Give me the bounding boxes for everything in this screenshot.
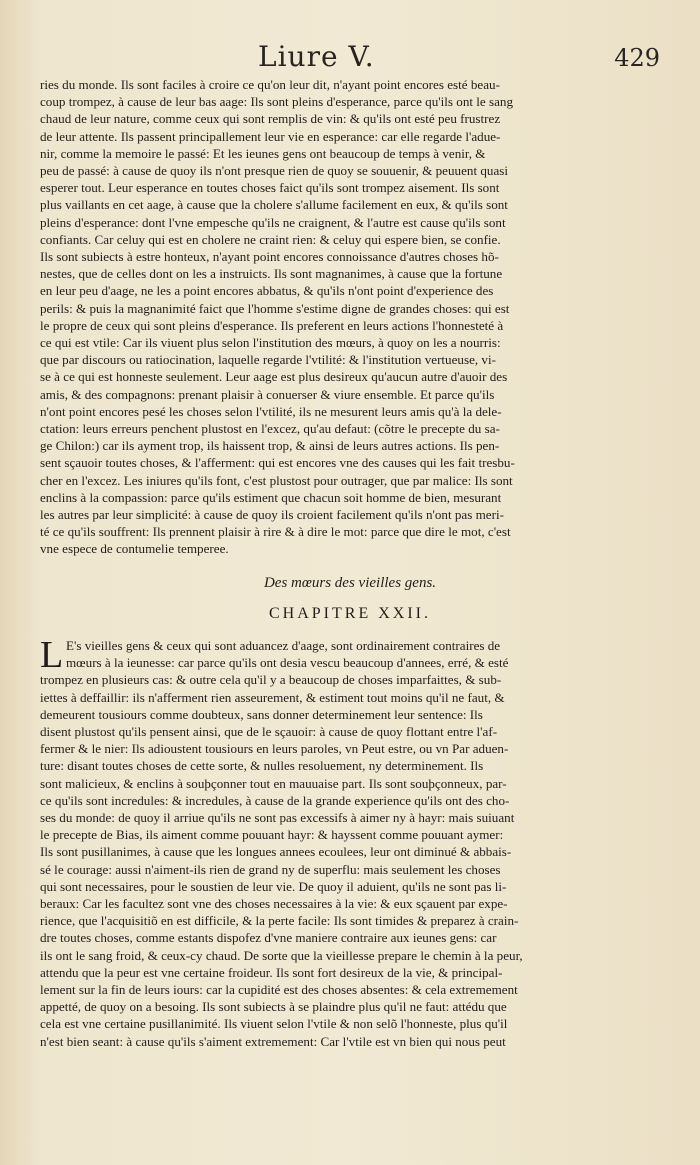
text-line: Ils sont pusillanimes, à cause que les longues annees ecoulees, leur ont diminué & abbais- (40, 844, 512, 860)
text-line: qui sont necessaires, pour le soustien de leur vie. De quoy il aduient, qu'ils ne sont pas li- (40, 878, 507, 894)
text-line: mœurs à la ieunesse: car parce qu'ils ont desia vescu beaucoup d'annees, erré, & esté (66, 655, 509, 671)
text-line: se à ce qui est honneste seulement. Leur aage est plus desireux qu'aucun autre d'auoir des (40, 369, 508, 385)
text-line: fermer & le nier: Ils adioustent tousiours en leurs paroles, vn Peut estre, ou vn Par aduen- (40, 741, 509, 757)
text-line: iettes à deffaillir: ils n'afferment rien asseurement, & estiment tout moins qu'il ne faut, & (40, 689, 505, 705)
text-line: plus vaillants en cet aage, à cause que la cholere s'allume facilement en eux, & qu'ils sont (40, 197, 508, 213)
text-line: appetté, de quoy on a besoing. Ils sont subiects à se plaindre plus qu'il ne faut: attédu que (40, 999, 507, 1015)
text-line: lement sur la fin de leurs iours: car la cupidité est des choses absentes: & cela extremement (40, 982, 518, 998)
text-line: trompez en plusieurs cas: & outre cela qu'il y a beaucoup de choses imparfaittes, & sub- (40, 672, 502, 688)
chapter-heading: CHAPITRE XXII. (269, 605, 431, 622)
text-line: coup trompez, à cause de leur bas aage: Ils sont pleins d'esperance, parce qu'ils ont le sang (40, 94, 514, 110)
text-line: attendu que la peur est vne certaine froideur. Ils sont fort desireux de la vie, & principal- (40, 964, 503, 980)
drop-cap: L (40, 634, 64, 676)
text-line: ture: disant toutes choses de cette sorte, & nulles resoluement, ny determinement. Ils (40, 758, 484, 774)
text-line: E's vieilles gens & ceux qui sont aduancez d'aage, sont ordinairement contraires de (66, 638, 501, 653)
text-line: rience, que l'acquisitiõ en est difficile, & la perte facile: Ils sont timides & preparez à crain- (40, 913, 519, 929)
text-line: en leur peu d'aage, ne les a point encores abbatus, & qu'ils n'ont point d'experience des (40, 283, 494, 299)
text-line: chaud de leur nature, comme ceux qui sont remplis de vin: & qu'ils ont esté peu frustrez (40, 111, 501, 127)
text-line: n'ont point encores pesé les choses selon l'vtilité, ils ne mesurent leurs amis qu'à la dele- (40, 403, 502, 419)
section-title: Des mœurs des vieilles gens. (263, 575, 437, 591)
page-header (40, 40, 660, 80)
text-line: vne espece de contumelie temperee. (40, 541, 229, 557)
text-line: sé le courage: aussi n'aiment-ils rien de grand ny de superflu: mais seulement les choses (40, 861, 501, 877)
text-line: ils ont le sang froid, & ceux-cy chaud. De sorte que la vieillesse prepare le chemin à la peur, (40, 947, 523, 963)
body-text (40, 76, 616, 558)
text-line: ce qu'ils sont incredules: & incredules, à cause de la grande experience qu'ils ont des cho- (40, 792, 510, 808)
text-line: ctation: leurs erreurs penchent plustost en l'excez, qu'au defaut: (cõtre le precepte du sa- (40, 421, 500, 437)
text-line: cela est vne certaine pusillanimité. Ils viuent selon l'vtile & non selõ l'honneste, plus qu'il (40, 1016, 508, 1032)
text-line: sent sçauoir toutes choses, & l'afferment: qui est encores vne des causes qui les fait tresbu- (40, 455, 515, 471)
text-line: beraux: Car les facultez sont vne des choses necessaires à la vie: & eux sçauent par expe- (40, 896, 508, 912)
text-line: Ils sont subiects à estre honteux, n'ayant point encores connoissance d'autres choses hõ- (40, 249, 499, 265)
text-line: de leur attente. Ils passent principallement leur vie en esperance: car elle regarde l'aduе- (40, 128, 501, 144)
text-line: nir, comme la memoire le passé: Et les ieunes gens ont beaucoup de temps à venir, & (40, 145, 486, 161)
text-line: les autres par leur simplicité: à cause de quoy ils croient facilement qu'ils n'ont pas meri- (40, 507, 504, 523)
text-line: le propre de ceux qui sont pleins d'esperance. Ils preferent en leurs actions l'honnesteté à (40, 317, 504, 333)
text-line: amis, & des compagnons: prenant plaisir à conuerser & viure ensemble. Et parce qu'ils (40, 386, 495, 402)
text-line: ses du monde: de quoy il arriue qu'ils ne sont pas excessifs à aimer ny à hayr: mais suiuant (40, 810, 515, 826)
text-line: peu de passé: à cause de quoy ils n'ont presque rien de quoy se souuenir, & peuuent quasi (40, 163, 508, 179)
text-line: le precepte de Bias, ils aiment comme pouuant hayr: & hayssent comme pouuant aymer: (40, 827, 504, 843)
text-line: cher en l'excez. Les iniures qu'ils font, c'est plustost pour outrager, que par malice: Ils sont (40, 472, 513, 488)
text-line: perils: & puis la magnanimité faict que l'homme s'estime digne de grandes choses: qui est (40, 300, 510, 316)
text-line: disent plustost qu'ils pensent ainsi, que de le sçauoir: à cause de quoy flottant entre l'af- (40, 724, 498, 740)
text-line: n'est bien seant: à cause qu'ils s'aiment extremement: Car l'vtile est vn bien qui nous peut (40, 1033, 506, 1049)
text-line: nestes, que de celles dont on les a instruicts. Ils sont magnanimes, à cause que la fortune (40, 266, 503, 282)
text-line: que par discours ou ratiocination, laquelle regarde l'vtilité: & l'institution vertueuse, vi- (40, 352, 496, 368)
text-line: dre toutes choses, comme estants dispofez d'vne maniere contraire aux ieunes gens: car (40, 930, 497, 946)
text-line: confiants. Car celuy qui est en cholere ne craint rien: & celuy qui espere bien, se confie. (40, 231, 501, 247)
text-line: ries du monde. Ils sont faciles à croire ce qu'on leur dit, n'ayant point encores esté beau- (40, 77, 500, 92)
text-line: pleins d'esperance: dont l'vne empesche qu'ils ne craignent, & l'autre est cause qu'ils sont (40, 214, 506, 230)
text-line: esperer tout. Leur esperance en toutes choses faict qu'ils sont trompez aisement. Ils sont (40, 180, 500, 196)
text-line: ge Chilon:) car ils ayment trop, ils haissent trop, & ainsi de leurs autres actions. Ils pen- (40, 438, 500, 454)
text-line: demeurent tousiours comme doubteux, sans donner determinement leur sentence: Ils (40, 706, 483, 722)
text-line: sont malicieux, & enclins à souþçonner tout en mauuaise part. Ils sont souþçonneux, par- (40, 775, 507, 791)
text-line: enclins à la compassion: parce qu'ils estiment que chacun soit homme de bien, mesurant (40, 489, 502, 505)
text-line: ce qui est vtile: Car ils viuent plus selon l'institution des mœurs, à quoy on les a nourris: (40, 335, 501, 351)
page-number: 429 (614, 44, 660, 72)
running-title: Liure V. (258, 40, 375, 73)
chapter-body (40, 634, 616, 1050)
text-line: té ce qu'ils souffrent: Ils prennent plaisir à rire & à dire le mot: parce que dire le mot, c'est (40, 524, 511, 540)
